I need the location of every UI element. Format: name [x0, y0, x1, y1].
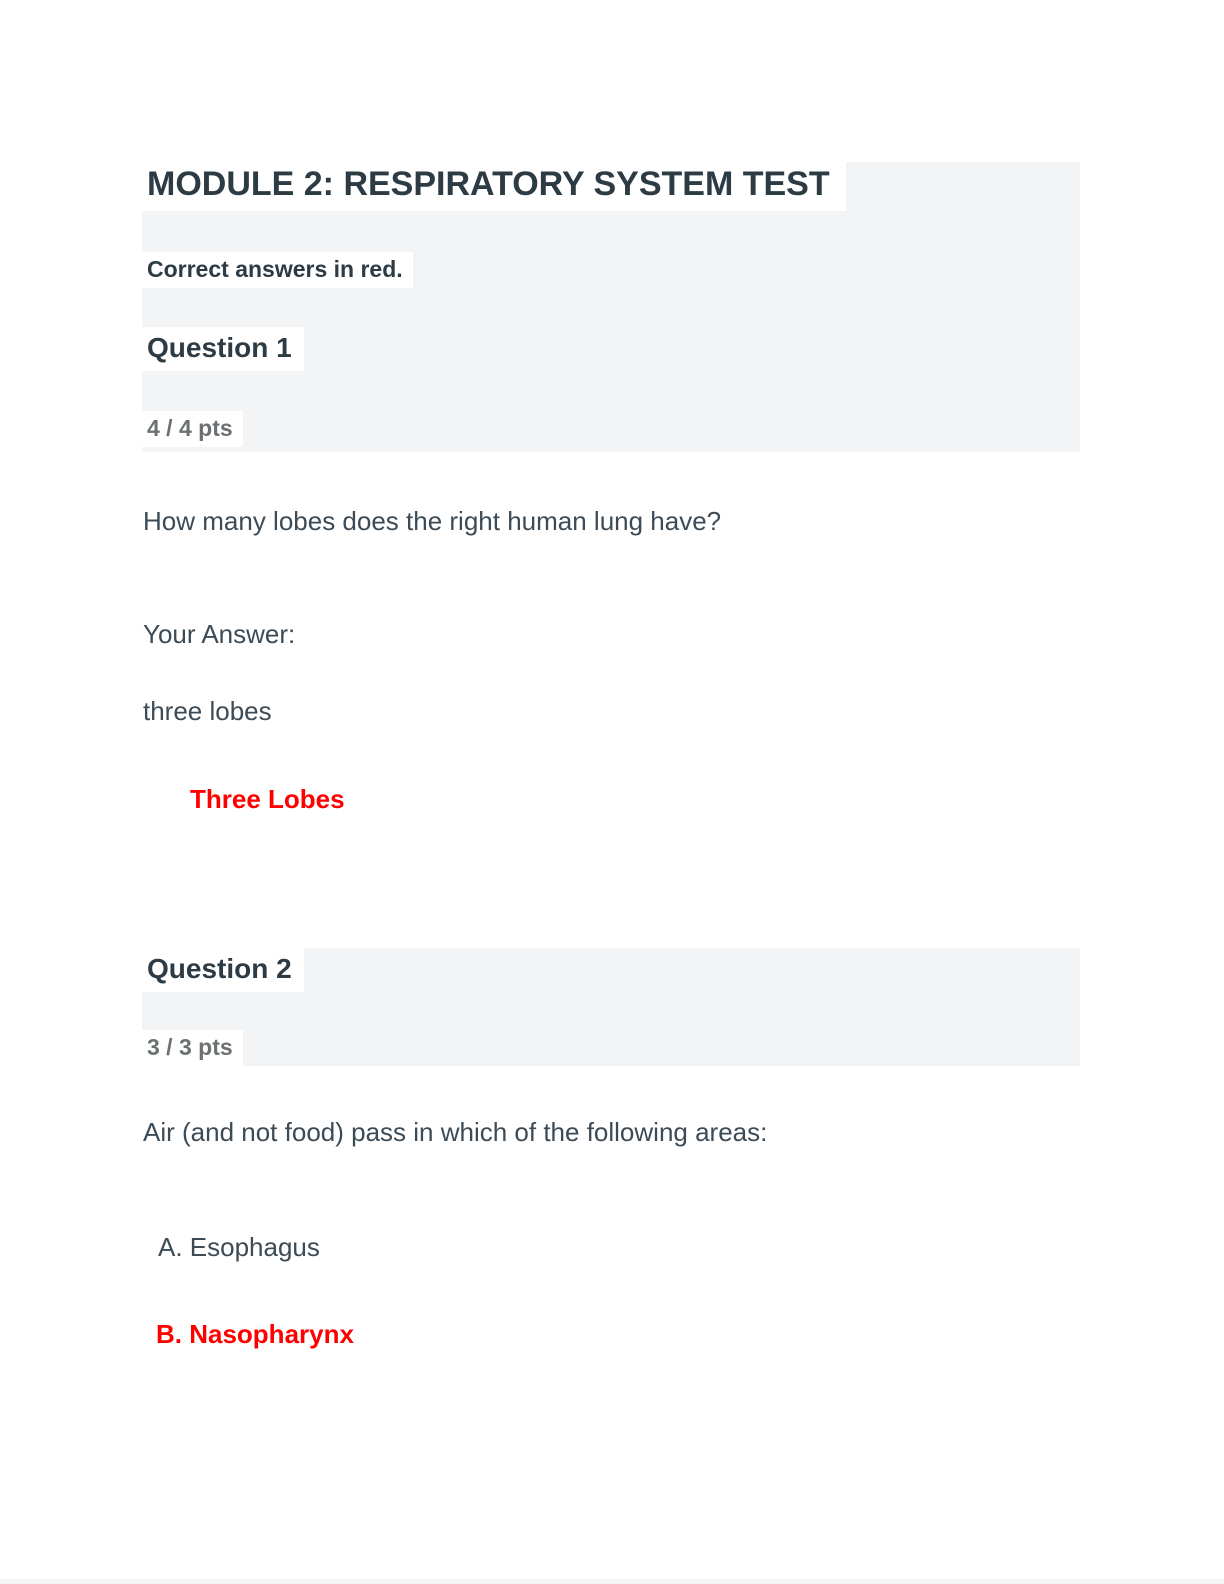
question-2-prompt: Air (and not food) pass in which of the following areas: — [143, 1117, 768, 1147]
question-1-points: 4 / 4 pts — [142, 411, 243, 447]
your-answer-text: three lobes — [143, 696, 272, 726]
your-answer-label: Your Answer: — [143, 619, 296, 649]
question-2-option-a: A. Esophagus — [158, 1232, 320, 1262]
page-title: MODULE 2: RESPIRATORY SYSTEM TEST — [142, 160, 846, 211]
question-2-heading: Question 2 — [142, 948, 304, 992]
next-section-edge — [0, 1579, 1224, 1584]
question-1-correct-answer: Three Lobes — [190, 784, 345, 814]
question-1-heading: Question 1 — [142, 327, 304, 371]
question-2-option-b-correct-answer: B. Nasopharynx — [156, 1319, 354, 1349]
question-2-points: 3 / 3 pts — [142, 1030, 243, 1066]
answers-note: Correct answers in red. — [142, 252, 413, 288]
question-1-prompt: How many lobes does the right human lung have? — [143, 506, 722, 536]
